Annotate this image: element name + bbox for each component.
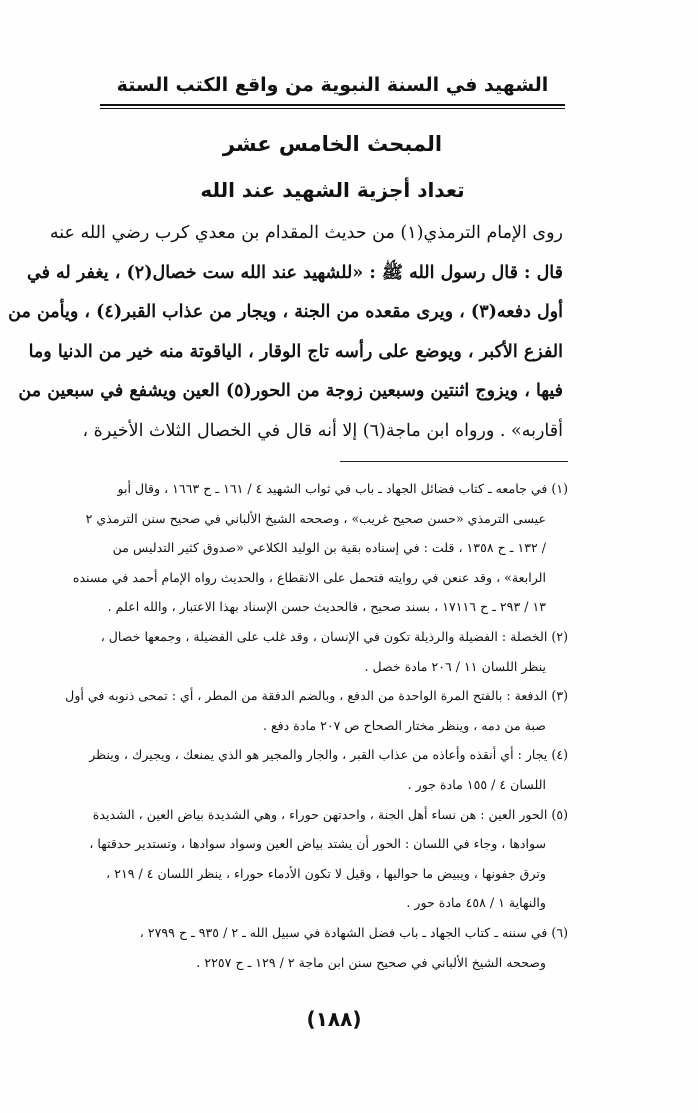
running-title: الشهيد في السنة النبوية من واقع الكتب الستة	[116, 74, 549, 96]
body-text	[8, 214, 563, 451]
page-number: (١٨٨)	[306, 1007, 362, 1031]
body-line: الفزع الأكبر ، ويوضع على رأسه تاج الوقار ، الياقوتة منه خير من الدنيا وما	[28, 341, 563, 362]
footnote-6	[100, 918, 568, 977]
footnote-line: والنهاية ١ / ٤٥٨ مادة حور .	[406, 895, 546, 911]
footnote-line: عيسى الترمذي «حسن صحيح غريب» ، وصححه الشيخ الألباني في صحيح سنن الترمذي ٢	[85, 510, 546, 526]
footnote-line: وصححه الشيخ الألباني في صحيح سنن ابن ماجة ٢ / ١٢٩ ـ ح ٢٢٥٧ .	[196, 954, 546, 970]
footnote-line: (١) في جامعه ـ كتاب فضائل الجهاد ـ باب في ثواب الشهيد ٤ / ١٦١ ـ ح ١٦٦٣ ، وقال أبو	[117, 481, 568, 496]
footnote-line: صبة من دمه ، وينظر مختار الصحاح ص ٢٠٧ مادة دفع .	[262, 717, 546, 733]
footnote-line: (٦) في سننه ـ كتاب الجهاد ـ باب فضل الشهادة في سبيل الله ـ ٢ / ٩٣٥ ـ ح ٢٧٩٩ ،	[139, 924, 568, 940]
footnote-4	[89, 740, 568, 799]
section-title: المبحث الخامس عشر	[222, 132, 443, 156]
section-subtitle: تعداد أجزية الشهيد عند الله	[200, 178, 465, 202]
footnotes	[65, 474, 568, 977]
header-rule-thin	[100, 108, 565, 109]
footnote-line: اللسان ٤ / ١٥٥ مادة جور .	[407, 776, 546, 792]
footnote-line: (٢) الخصلة : الفضيلة والرذيلة تكون في الإنسان ، وقد غلب على الفضيلة ، وجمعها خصال ،	[100, 628, 568, 644]
footnote-1	[72, 474, 568, 622]
footnote-3	[65, 681, 568, 740]
footnote-line: (٤) يجار : أي أنقذه وأعاذه من عذاب القبر ، والجار والمجير هو الذي يمنعك ، ويجيرك ، وينظر	[89, 747, 568, 763]
body-line: أقاربه» . ورواه ابن ماجة(٦) إلا أنه قال في الخصال الثلاث الأخيرة ،	[82, 420, 563, 441]
footnote-line: / ١٣٢ ـ ح ١٣٥٨ ، قلت : في إسناده بقية بن الوليد الكلاعي «صدوق كثير التدليس من	[112, 540, 546, 556]
footnote-line: (٣) الدفعة : بالفتح المرة الواحدة من الدفع ، وبالضم الدفقة من المطر ، أي : تمحى ذنوبه في أول	[65, 688, 568, 704]
body-line: روى الإمام الترمذي(١) من حديث المقدام بن معدي كرب رضي الله عنه	[49, 223, 563, 243]
footnote-2	[100, 622, 568, 681]
footnote-5	[89, 800, 568, 918]
footnote-separator	[340, 461, 568, 462]
footnote-line: ينظر اللسان ١١ / ٢٠٦ مادة خصل .	[364, 658, 546, 674]
footnote-line: الرابعة» ، وقد عنعن في روايته فتحمل على الانقطاع ، والحديث رواه الإمام أحمد في مسنده	[72, 569, 546, 585]
footnote-line: وترق جفونها ، ويبيض ما حواليها ، وقيل لا تكون الأدماء حوراء ، ينظر اللسان ٤ / ٢١٩ ،	[106, 865, 546, 881]
body-line: قال : قال رسول الله ﷺ : «للشهيد عند الله ست خصال(٢) ، يغفر له في	[27, 262, 563, 283]
body-line: فيها ، ويزوج اثنتين وسبعين زوجة من الحور(٥) العين ويشفع في سبعين من	[18, 381, 563, 401]
footnote-line: سوادها ، وجاء في اللسان : الحور أن يشتد بياض العين وسواد سوادها ، وتستدير حدقتها ،	[89, 836, 546, 852]
body-line: أول دفعه(٣) ، ويرى مقعده من الجنة ، ويجار من عذاب القبر(٤) ، ويأمن من	[8, 302, 563, 322]
header-rule-thick	[100, 104, 565, 106]
footnote-line: (٥) الحور العين : هن نساء أهل الجنة ، واحدتهن حوراء ، وهي الشديدة بياض العين ، الشديدة	[92, 806, 568, 822]
footnote-line: ١٣ / ٢٩٣ ـ ح ١٧١١٦ ، بسند صحيح ، فالحديث حسن الإسناد بهذا الاعتبار ، والله اعلم .	[107, 599, 546, 615]
